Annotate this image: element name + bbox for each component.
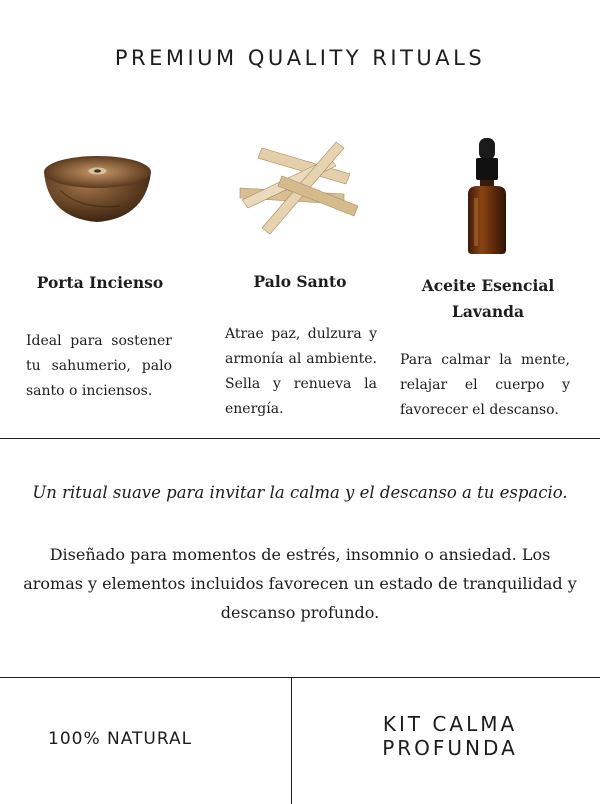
product-description-aceite-esencial: Para calmar la mente, relajar el cuerpo y favorecer el descanso. bbox=[400, 352, 570, 418]
product-description-palo-santo: Atrae paz, dulzura y armonía al ambiente. Sella y renueva la energía. bbox=[225, 326, 377, 417]
kit-name bbox=[300, 712, 600, 760]
tagline: Un ritual suave para invitar la calma y el descanso a tu espacio. bbox=[32, 483, 568, 502]
product-name-line-2: Lavanda bbox=[451, 302, 525, 321]
dropper-bottle-icon bbox=[462, 136, 512, 256]
kit-description: Diseñado para momentos de estrés, insomnio o ansiedad. Los aromas y elementos incluidos favorecen un estado de tranquilidad y descanso profundo. bbox=[23, 545, 577, 622]
divider-bottom bbox=[0, 677, 600, 678]
product-name-aceite-esencial bbox=[408, 273, 568, 325]
product-name-line-1: Aceite Esencial bbox=[421, 276, 555, 295]
kit-name-line-1: KIT CALMA bbox=[382, 712, 518, 736]
palo-santo-sticks-icon bbox=[232, 136, 362, 236]
natural-badge: 100% NATURAL bbox=[48, 729, 193, 749]
product-name-porta-incienso: Porta Incienso bbox=[36, 273, 164, 292]
product-name-palo-santo: Palo Santo bbox=[253, 272, 347, 291]
product-description-porta-incienso: Ideal para sostener tu sahumerio, palo santo o inciensos. bbox=[26, 333, 172, 399]
kit-name-line-2: PROFUNDA bbox=[382, 736, 518, 760]
divider-top bbox=[0, 438, 600, 439]
wooden-bowl-icon bbox=[40, 148, 155, 228]
page-title: PREMIUM QUALITY RITUALS bbox=[114, 46, 486, 70]
divider-vertical bbox=[291, 678, 292, 804]
